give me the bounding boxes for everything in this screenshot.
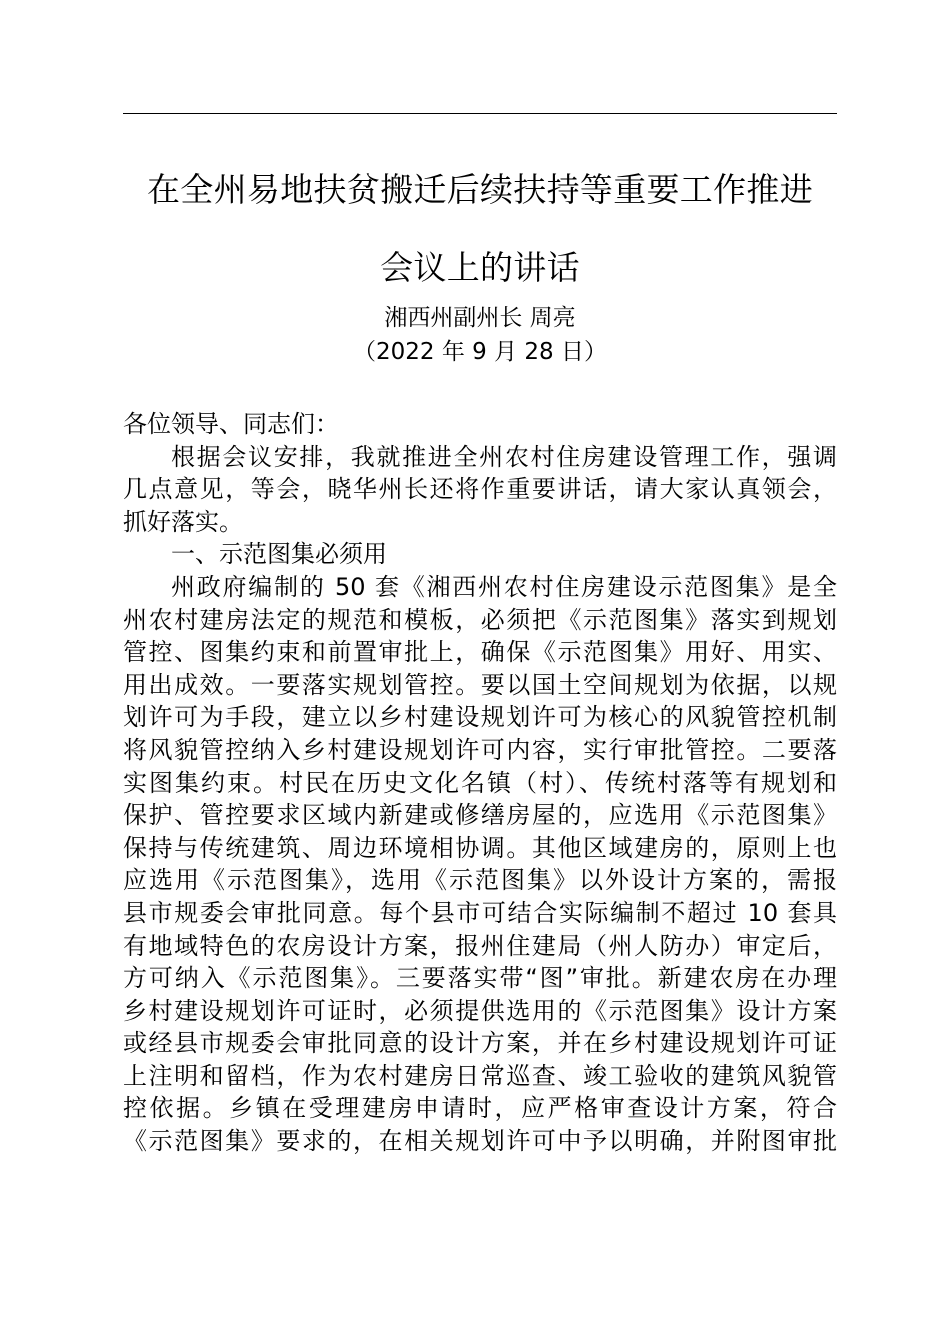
body-line: 实图集约束。村民在历史文化名镇（村）、传统村落等有规划和	[123, 768, 837, 797]
section-heading: 一、示范图集必须用	[171, 540, 387, 569]
page-title-line-2: 会议上的讲话	[380, 248, 580, 287]
page-title-line-1: 在全州易地扶贫搬迁后续扶持等重要工作推进	[147, 170, 813, 209]
body-line: 有地域特色的农房设计方案，报州住建局（州人防办）审定后，	[123, 931, 837, 960]
body-line: 几点意见，等会，晓华州长还将作重要讲话，请大家认真领会，	[123, 475, 837, 504]
body-line: 管控、图集约束和前置审批上，确保《示范图集》用好、用实、	[123, 638, 837, 667]
salutation: 各位领导、同志们：	[123, 410, 339, 438]
body-line: 州政府编制的 50 套《湘西州农村住房建设示范图集》是全	[171, 572, 837, 601]
body-line: 将风貌管控纳入乡村建设规划许可内容，实行审批管控。二要落	[123, 735, 837, 764]
body-line: 保持与传统建筑、周边环境相协调。其他区域建房的，原则上也	[123, 833, 837, 862]
body-line: 用出成效。一要落实规划管控。要以国土空间规划为依据，以规	[123, 670, 837, 699]
body-line: 《示范图集》要求的，在相关规划许可中予以明确，并附图审批	[123, 1127, 837, 1156]
body-line: 保护、管控要求区域内新建或修缮房屋的，应选用《示范图集》	[123, 801, 837, 830]
body-line: 或经县市规委会审批同意的设计方案，并在乡村建设规划许可证	[123, 1029, 837, 1058]
body-line: 县市规委会审批同意。每个县市可结合实际编制不超过 10 套具	[123, 898, 837, 927]
body-line: 根据会议安排，我就推进全州农村住房建设管理工作，强调	[171, 442, 837, 471]
body-line: 划许可为手段，建立以乡村建设规划许可为核心的风貌管控机制	[123, 703, 837, 732]
body-line: 控依据。乡镇在受理建房申请时，应严格审查设计方案，符合	[123, 1094, 837, 1123]
body-line: 方可纳入《示范图集》。三要落实带“图”审批。新建农房在办理	[123, 964, 837, 993]
speaker-byline: 湘西州副州长 周亮	[384, 305, 576, 331]
body-line: 上注明和留档，作为农村建房日常巡查、竣工验收的建筑风貌管	[123, 1061, 837, 1090]
body-line: 州农村建房法定的规范和模板，必须把《示范图集》落实到规划	[123, 605, 837, 634]
title-block	[123, 170, 837, 368]
body-line: 应选用《示范图集》，选用《示范图集》以外设计方案的，需报	[123, 866, 837, 895]
body-line: 抓好落实。	[123, 507, 243, 536]
speech-body	[123, 408, 837, 1158]
body-line: 乡村建设规划许可证时，必须提供选用的《示范图集》设计方案	[123, 996, 837, 1025]
speech-date: （2022 年 9 月 28 日）	[353, 339, 607, 365]
header-rule	[123, 113, 837, 114]
